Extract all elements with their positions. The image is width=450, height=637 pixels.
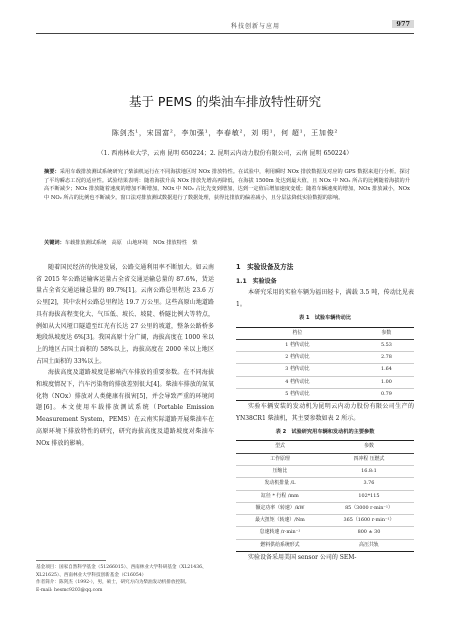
table-row [236,490,414,502]
footnote-email: E-mail: hesmc9203@qq.com [36,587,103,593]
subsection-heading: 1.1 实验设备 [236,277,277,285]
footnote-author: 作者简介：陈剑杰（1992-），男，硕士，研究方向为柴油发动机排放控制。 [36,580,190,586]
table-row [236,515,414,527]
keywords-label: 关键词： [44,240,65,246]
table-cell: 365（1600 r·min⁻¹） [324,515,414,527]
table-cell: 800 ± 30 [324,527,414,539]
abstract-text: 采用车载排放测试系统研究了柴油机运行在不同海拔地区时 NOx 排放特性。在试验中，利用瞬时 NOx 排放数据及对应的 GPS 数据来进行分析。探讨了平均瞬态工况的适应性。试验结果表明：随着海拔升高 NOx 排放先增高再降低，在海拔 1500m 处达到最大值，且 NOx 中 NO₂ 所占的比例随着海拔的升高不断减少；NOx 排放随着速度的增加不断增加，NOx 中 NO₂ 占比先变到增加，达到一定值后增加速度变缓；随着车辆速度的增加，NOx 排放减小，NOx 中 NO₂ 所占的比例也不断减少。窗口法对排放测试数据进行了数据处理，获得比排放的偏差减小，且分层法降低实验数据的影响。 [44,169,410,201]
table-cell: 最大扭矩（转速）/Nm [236,515,324,527]
table-cell: 怠速转速 /r·min⁻¹ [236,527,324,539]
table-row [236,339,414,351]
body-paragraph: 本研究采用的实验车辆为福田轻卡，满载 3.5 吨，传动比见表 1。 [236,289,414,309]
body-paragraph: 随着国民经济的快速发展，公路交通利用率不断加大。如云南省 2015 年公路运输客运量占全省交通运输总量的 87.6%，货运量占全省交通运输总量的 89.7%[1]。云南公路总里程达 23.6 万公里[2]，其中农村公路总里程达 19.7 万公里。这些高原山地道路具有海拔高程变化大、气压低、坡长、坡陡、桥隧比例大等特点，例如从大风垭口隧道至红光有长达 27 公里的坡道，整条公路桥多地段纵坡度达 6%[3]。我国高原十分广阔，海拔高度在 1000 米以上的地区占国土面积的 58%以上，海拔高度在 2000 米以上地区占国土面积的 33%以上。 [36,264,214,365]
table-row [236,527,414,539]
table-cell: 四冲程 压燃式 [324,453,414,465]
footnote-divider [36,560,106,561]
table-cell: 燃料供给系统形式 [236,539,324,551]
right-column [236,262,414,564]
table-cell: 4 档传动比 [236,376,359,388]
affiliation: （1. 西南林业大学，云南 昆明 650224；2. 昆明云内动力股份有限公司，云南 昆明 650224） [97,150,353,157]
table-header-cell: 型式 [236,441,324,453]
table-cell: 2 档传动比 [236,352,359,364]
table-engine-params [236,440,414,552]
table-cell: 发动机排量 /L [236,478,324,490]
abstract-label: 摘要： [44,169,60,175]
footnotes [36,564,214,594]
table-row [236,502,414,514]
author-list: 陈剑杰¹，宋国富²，李加强¹，李春敏²，刘 明¹，何 超¹，王加俊² [111,129,339,137]
table-cell: 缸径 * 行程 /mm [236,490,324,502]
table-cell: 16.8:1 [324,466,414,478]
keywords [44,239,410,247]
table-row [236,539,414,551]
table-cell: 工作原理 [236,453,324,465]
table-cell: 5.53 [359,339,414,351]
table-cell: 1.00 [359,376,414,388]
table-cell: 1 档传动比 [236,339,359,351]
table-gear-ratios [236,327,414,402]
table-row [236,453,414,465]
table-header-cell: 参数 [359,327,414,339]
keywords-text: 车载排放测试系统 高原 山地环境 NOx 排放特性 柴 [64,240,198,246]
table-row [236,478,414,490]
table-row [236,376,414,388]
table-cell: 额定功率（转速）/kW [236,502,324,514]
table-cell: 0.79 [359,389,414,401]
section-heading: 1 实验设备及方法 [236,263,294,271]
footnote-funding: 基金项目：国家自然科学基金（51266015）、西南林业大学科研基金（XL21436、XL21625）、西南林业大学科技创新基金（C16054） [36,565,207,578]
table-header-cell: 档位 [236,327,359,339]
table-cell: 3.76 [324,478,414,490]
abstract [44,168,410,202]
table-row [236,352,414,364]
body-paragraph: 实验车辆安装的发动机为昆明云内动力股份有限公司生产的 YN38CR1 柴油机，其主要参数如表 2 所示。 [236,403,414,422]
table-cell: 5 档传动比 [236,389,359,401]
left-column [36,262,214,449]
table-caption: 表 2 试验研究用车辆和发动机的主要参数 [275,428,375,435]
table-cell: 压缩比 [236,466,324,478]
page-number: 977 [392,20,414,28]
table-caption: 表 1 试验车辆传动比 [298,314,352,321]
table-row [236,389,414,401]
table-header-cell: 参数 [324,441,414,453]
body-paragraph: 海拔高度及道路坡度是影响汽车排放的重要参数。在不同海拔和坡度情况下，汽车污染物的排放差别很大[4]。柴油车排放的氮氧化物（NOx）排放对人类健康有损害[5]，并会导致严重的环境问题[6]。本文使用车载排放测试系统（Portable Emission Measurement System，PEMS）在云南实际道路开展柴油车在高原环境下排放特性的研究，研究海拔高度及道路坡度对柴油车 NOx 排放的影响。 [36,369,214,447]
paper-title: 基于 PEMS 的柴油车排放特性研究 [128,94,322,109]
table-cell: 102*115 [324,490,414,502]
table-row [236,466,414,478]
journal-name: 科技创新与应用 [231,23,281,30]
table-cell: 高压共轨 [324,539,414,551]
table-cell: 2.78 [359,352,414,364]
table-row [236,364,414,376]
table-cell: 1.64 [359,364,414,376]
running-header [36,20,414,34]
body-paragraph: 实验设备采用美国 sensor 公司的 SEM- [248,554,357,562]
table-cell: 3 档传动比 [236,364,359,376]
table-cell: 85（3000 r·min⁻¹） [324,502,414,514]
